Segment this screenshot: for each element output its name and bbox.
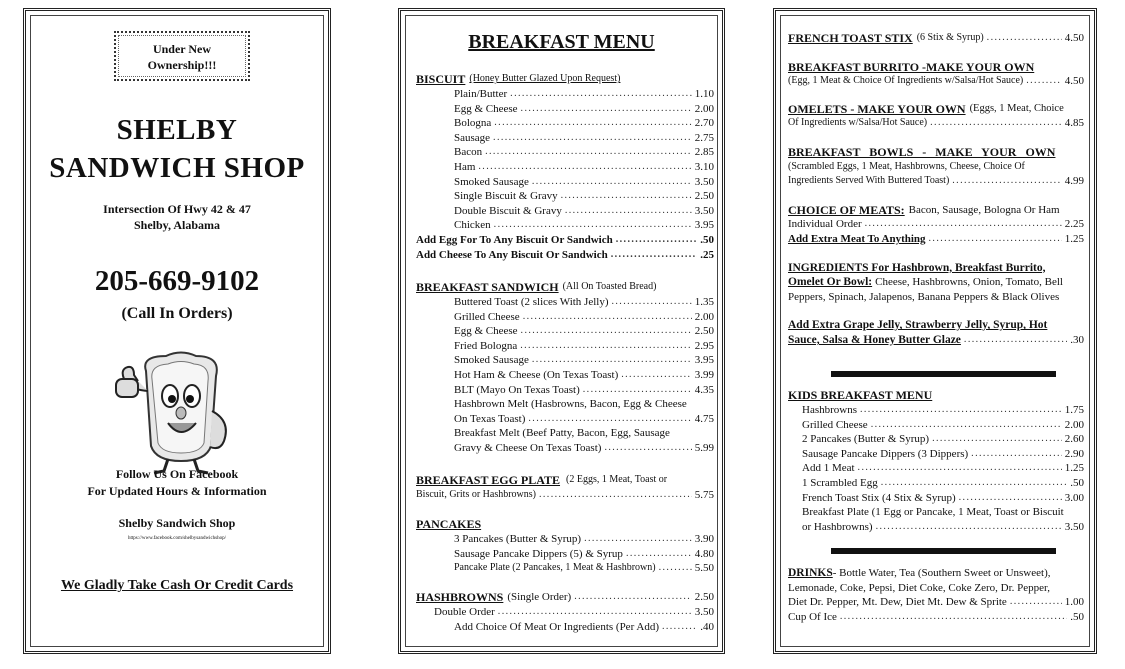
dot-leader [528,412,691,427]
sandwich-note: (All On Toasted Bread) [562,281,657,293]
kids-item [802,418,1084,433]
item-price: 1.10 [694,88,714,100]
item-price: 4.35 [694,383,714,396]
item-name: Pancake Plate (2 Pancakes, 1 Meat & Hashbrown) [454,562,656,574]
item-price: 1.35 [694,296,714,308]
dot-leader [539,488,692,503]
sandwich-item [454,368,714,383]
hashbrown-melt-line-1 [454,397,714,412]
biscuit-item [454,160,714,175]
dot-leader [565,204,692,219]
item-price: 2.50 [694,325,714,338]
addon-price: .50 [700,233,714,246]
item-name: Buttered Toast (2 slices With Jelly) [454,296,609,308]
breakfast-melt-line-1 [454,426,714,441]
dot-leader [493,131,692,146]
item-price: 3.50 [1064,520,1084,533]
addon-name: Add Cheese To Any Biscuit Or Sandwich [416,248,608,261]
breakfast-menu-panel [398,8,725,654]
biscuit-items [416,87,714,233]
item-name: Add 1 Meat [802,462,855,475]
extras-line-1: Add Extra Grape Jelly, Strawberry Jelly, Syrup, Hot [788,319,1048,332]
dot-leader [604,441,691,456]
item-name: Hashbrowns [802,404,857,416]
address-line-2: Shelby, Alabama [133,218,221,232]
item-price: 2.90 [1064,447,1084,460]
right-column [788,31,1084,348]
item-name: French Toast Stix (4 Stix & Syrup) [802,491,956,504]
item-price: 4.99 [1064,175,1084,188]
dot-leader [523,310,692,325]
item-name: 1 Scrambled Egg [802,476,878,489]
dot-leader [840,610,1067,625]
ownership-line-2: Ownership!!! [147,58,217,72]
item-price: 3.90 [694,533,714,545]
dot-leader [532,175,692,190]
french-toast-row [788,31,1084,46]
item-name: Sausage Pancake Dippers (3 Dippers) [802,447,969,460]
ingredients-heading-1: INGREDIENTS For Hashbrown, Breakfast Burrito, [788,261,1046,274]
dot-leader [662,620,697,635]
dot-leader [574,590,692,605]
burrito-heading: BREAKFAST BURRITO -MAKE YOUR OWN [788,59,1035,74]
item-name: Smoked Sausage [454,175,529,188]
item-name: Breakfast Melt (Beef Patty, Bacon, Egg, Sausage [454,427,670,440]
item-name: Add Choice Of Meat Or Ingredients (Per Add) [454,620,659,633]
meats-individual-row [788,217,1084,232]
dot-leader [1026,74,1062,89]
item-name: Sausage Pancake Dippers (5) & Syrup [454,547,623,560]
biscuit-item [454,175,714,190]
item-price: 2.50 [694,190,714,203]
dot-leader [881,476,1067,491]
kids-item [802,447,1084,462]
item-price: 1.25 [1064,232,1084,245]
item-price: 2.00 [694,102,714,115]
pancake-item [454,547,714,562]
facebook-page-name: Shelby Sandwich Shop [118,516,236,530]
item-name: Fried Bologna [454,339,518,352]
dot-leader [510,87,692,102]
hashbrowns-note: (Single Order) [507,591,572,604]
drinks-line-1: - Bottle Water, Tea (Southern Sweet or Unsweet), [832,567,1051,579]
item-price: 3.95 [694,219,714,232]
section-divider-2 [831,548,1056,554]
double-order-row [416,605,714,620]
hashbrowns-section [416,589,714,634]
addon-price: .25 [700,248,714,261]
hashbrowns-heading: HASHBROWNS [416,590,504,605]
item-name: Double Biscuit & Gravy [454,204,562,217]
item-price: 3.00 [1064,491,1084,504]
meats-desc: Bacon, Sausage, Bologna Or Ham [908,203,1060,216]
item-name: Individual Order [788,218,862,231]
sandwich-section [416,279,714,456]
item-price: 4.75 [694,412,714,425]
dot-leader [520,339,692,354]
payment-notice: We Gladly Take Cash Or Credit Cards [60,578,294,593]
kids-item [802,491,1084,506]
burrito-desc-row [788,74,1084,89]
kids-plate-line-1: Breakfast Plate (1 Egg or Pancake, 1 Meat, Toast or Biscuit [802,506,1064,519]
item-price: 3.99 [694,368,714,381]
dot-leader [858,461,1062,476]
dot-leader [876,520,1062,535]
hashbrown-melt-line-2 [454,412,714,427]
item-price: 5.50 [694,562,714,575]
dot-leader [561,189,692,204]
item-name: Ham [454,160,476,173]
dot-leader [930,116,1062,131]
item-name: Grilled Cheese [454,310,520,323]
dot-leader [521,324,692,339]
sandwich-item [454,353,714,368]
drinks-line-3-row [788,595,1084,610]
egg-plate-heading: BREAKFAST EGG PLATE [416,473,561,488]
item-name: Plain/Butter [454,88,508,100]
sandwich-item [454,310,714,325]
drinks-heading: DRINKS [788,567,833,579]
item-name: Cup Of Ice [788,610,837,623]
dot-leader [932,432,1062,447]
sandwich-item [454,324,714,339]
biscuit-heading: BISCUIT [416,72,466,87]
dot-leader [478,160,691,175]
item-price: .30 [1070,333,1084,346]
ingredients-heading-2: Omelet Or Bowl: [788,276,873,289]
item-name: Egg & Cheese [454,325,518,338]
bowls-desc-2: Ingredients Served With Buttered Toast) [788,175,950,187]
dot-leader [659,561,692,576]
dot-leader [865,217,1062,232]
item-price: 1.00 [1064,596,1084,609]
dot-leader [611,248,698,263]
biscuit-section [416,71,714,262]
extras-row [788,333,1084,348]
biscuit-item [454,218,714,233]
item-name: Biscuit, Grits or Hashbrowns) [416,489,536,500]
item-name: On Texas Toast) [454,412,526,425]
item-price: 2.00 [1064,418,1084,431]
cover-panel-frame [30,15,324,647]
dot-leader [498,605,692,620]
item-price: 2.00 [694,310,714,323]
dot-leader [871,418,1062,433]
dot-leader [860,403,1062,418]
dot-leader [1010,595,1062,610]
item-price: 3.50 [694,606,714,618]
more-breakfast-panel [773,8,1097,654]
item-name: Add Extra Meat To Anything [788,232,926,245]
biscuit-note: (Honey Butter Glazed Upon Request) [469,73,621,85]
item-price: 1.75 [1064,404,1084,416]
breakfast-melt-line-2 [454,441,714,456]
facebook-line-1: Follow Us On Facebook [115,467,239,481]
addon-row [416,233,714,248]
omelets-desc-2: Of Ingredients w/Salsa/Hot Sauce) [788,117,928,129]
kids-menu-heading: KIDS BREAKFAST MENU [788,388,933,403]
kids-plate-row [802,520,1084,535]
ingredients-desc-2: Cheese, Hashbrowns, Onion, Tomato, Bell [875,276,1063,289]
item-price: 5.75 [694,489,714,501]
shop-title-line-2: SANDWICH SHOP [49,152,305,184]
meats-extra-row [788,232,1084,247]
addon-row [416,248,714,263]
item-name: Grilled Cheese [802,418,868,431]
item-name: Hot Ham & Cheese (On Texas Toast) [454,368,619,381]
item-name: 3 Pancakes (Butter & Syrup) [454,533,582,545]
pancakes-section [416,516,714,576]
bowls-desc-row [788,174,1084,189]
item-price: 1.25 [1064,462,1084,475]
dot-leader [532,353,692,368]
item-name: Gravy & Cheese On Texas Toast) [454,441,602,454]
item-price: 3.50 [694,204,714,217]
item-price: 4.50 [1064,75,1084,88]
dot-leader [959,491,1062,506]
item-price: 2.60 [1064,433,1084,446]
kids-menu-section [788,387,1084,534]
sandwich-heading: BREAKFAST SANDWICH [416,280,559,295]
cover-panel [23,8,331,654]
item-price: 4.80 [694,547,714,560]
pancake-item [454,532,714,547]
drinks-line-2: Lemonade, Coke, Pepsi, Diet Coke, Coke Zero, Dr. Pepper, [788,581,1050,594]
item-name: Bologna [454,117,492,130]
sandwich-item [454,383,714,398]
sandwich-item [454,295,714,310]
ingredients-desc-3: Peppers, Spinach, Jalapenos, Banana Peppers & Black Olives [788,290,1060,303]
item-price: 2.75 [694,131,714,144]
item-price: 2.25 [1064,218,1084,231]
dot-leader [626,547,692,562]
dot-leader [952,174,1061,189]
meats-heading: CHOICE OF MEATS: [788,202,905,217]
item-price: 5.99 [694,441,714,454]
omelets-desc-row [788,116,1084,131]
dot-leader [584,532,692,547]
dot-leader [583,383,692,398]
phone-number[interactable]: 205-669-9102 [94,265,260,297]
dot-leader [621,368,692,383]
item-price: 3.10 [694,160,714,173]
item-name: BLT (Mayo On Texas Toast) [454,383,580,396]
drinks-section [788,566,1084,624]
item-price: .50 [1070,610,1084,623]
dot-leader [612,295,692,310]
address-line-1: Intersection Of Hwy 42 & 47 [103,202,251,216]
dot-leader [971,447,1062,462]
pancake-item [454,561,714,576]
item-price: .50 [1070,476,1084,489]
burrito-desc: (Egg, 1 Meat & Choice Of Ingredients w/Salsa/Hot Sauce) [788,75,1024,87]
biscuit-item [454,102,714,117]
french-toast-note: (6 Stix & Syrup) [916,32,984,43]
item-price: 4.50 [1064,32,1084,44]
biscuit-item [454,131,714,146]
sandwich-item [454,339,714,354]
item-name: Double Order [434,606,495,618]
item-name: Hashbrown Melt (Hasbrowns, Bacon, Egg & Cheese [454,398,687,411]
egg-plate-line-2 [416,488,714,503]
dot-leader [987,31,1062,46]
add-choice-row [416,620,714,635]
new-ownership-banner [114,31,250,81]
kids-plate-line-2: or Hashbrowns) [802,520,873,533]
dot-leader [521,102,692,117]
dot-leader [494,116,691,131]
kids-item [802,403,1084,418]
addon-name: Add Egg For To Any Biscuit Or Sandwich [416,233,613,246]
section-divider-1 [831,371,1056,377]
shop-title-line-1: SHELBY [116,114,238,146]
item-price: 4.85 [1064,117,1084,130]
biscuit-item [454,145,714,160]
drinks-line-3: Diet Dr. Pepper, Mt. Dew, Diet Mt. Dew & Sprite [788,596,1007,609]
french-toast-heading: FRENCH TOAST STIX [788,31,913,45]
biscuit-item [454,189,714,204]
breakfast-menu-title: BREAKFAST MENU [468,31,655,53]
bowls-heading: BREAKFAST BOWLS - MAKE YOUR OWN [788,144,1056,159]
omelets-heading: OMELETS - MAKE YOUR OWN [788,101,966,116]
kids-item [802,476,1084,491]
sandwich-items [416,295,714,456]
bowls-desc-1: (Scrambled Eggs, 1 Meat, Hashbrowns, Cheese, Choice Of [788,160,1025,172]
item-price: .40 [700,620,714,633]
item-price: 2.50 [694,591,714,604]
cup-of-ice-row [788,610,1084,625]
kids-item [802,461,1084,476]
biscuit-item [454,204,714,219]
item-price: 2.95 [694,339,714,352]
item-price: 3.50 [694,175,714,188]
pancakes-heading: PANCAKES [416,517,482,532]
ownership-line-1: Under New [152,42,212,56]
egg-plate-section [416,472,714,503]
dot-leader [616,233,698,248]
item-name: Single Biscuit & Gravy [454,190,558,203]
item-name: Chicken [454,219,491,232]
item-name: Smoked Sausage [454,354,529,367]
item-name: Bacon [454,146,483,159]
item-name: 2 Pancakes (Butter & Syrup) [802,433,930,446]
item-name: Sausage [454,131,491,144]
extras-line-2: Sauce, Salsa & Honey Butter Glaze [788,333,961,346]
omelets-desc-1: (Eggs, 1 Meat, Choice [969,102,1064,114]
item-price: 3.95 [694,354,714,367]
dot-leader [485,145,692,160]
kids-item [802,432,1084,447]
biscuit-item [454,87,714,102]
egg-plate-note: (2 Eggs, 1 Meat, Toast or [566,474,668,486]
dot-leader [494,218,692,233]
item-name: Egg & Cheese [454,102,518,115]
dot-leader [964,333,1067,348]
sandwich-mascot-thumbs-up-icon [106,351,256,476]
item-price: 2.85 [694,146,714,159]
dot-leader [929,232,1062,247]
facebook-url-link[interactable]: https://www.facebook.com/shelbysandwichshop/ [128,536,226,541]
biscuit-item [454,116,714,131]
item-price: 2.70 [694,117,714,130]
facebook-line-2: For Updated Hours & Information [87,484,267,498]
call-in-orders: (Call In Orders) [121,305,233,322]
